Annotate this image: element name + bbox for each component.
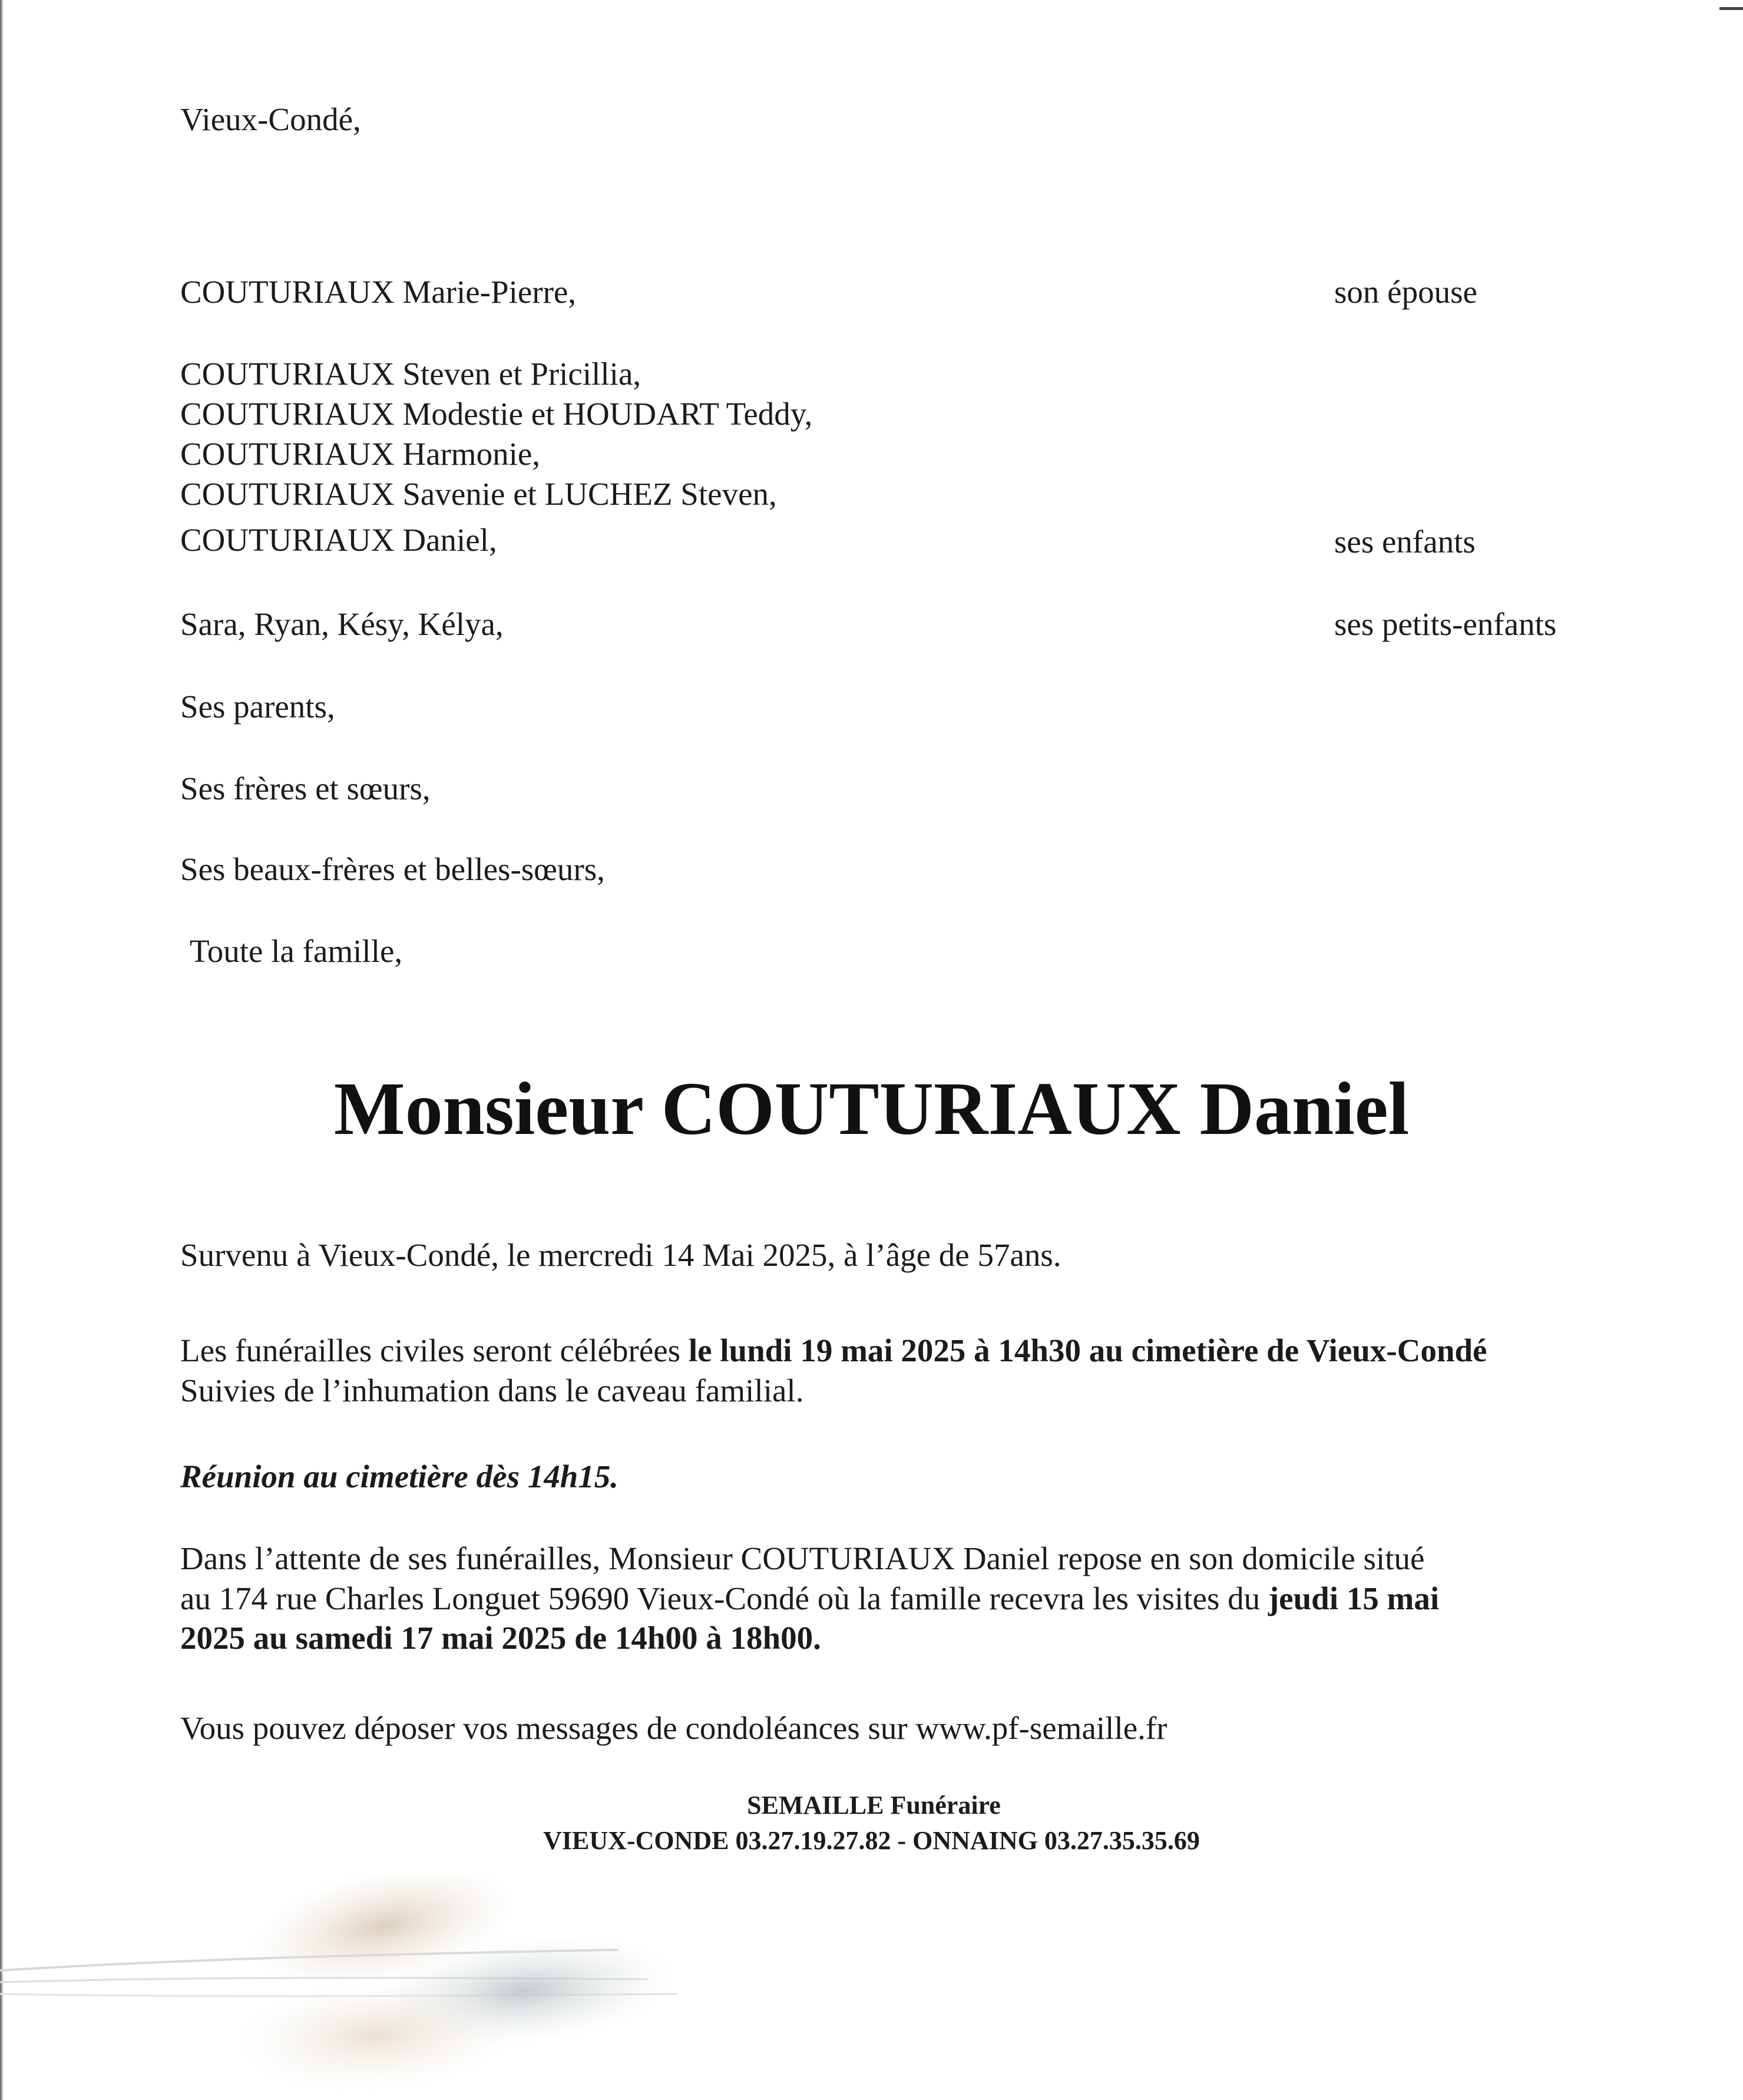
place-line: Vieux-Condé,	[180, 101, 361, 137]
grandchildren-role: ses petits-enfants	[1334, 606, 1557, 642]
child-line: COUTURIAUX Savenie et LUCHEZ Steven,	[180, 476, 777, 512]
meeting-line: Réunion au cimetière dès 14h15.	[180, 1459, 619, 1494]
child-line: COUTURIAUX Harmonie,	[180, 436, 541, 472]
visits-line-1: Dans l’attente de ses funérailles, Monsieur COUTURIAUX Daniel repose en son domicile situé	[180, 1540, 1425, 1576]
spouse-role: son épouse	[1334, 274, 1477, 310]
burial-line: Suivies de l’inhumation dans le caveau familial.	[180, 1373, 804, 1408]
child-line: COUTURIAUX Modestie et HOUDART Teddy,	[180, 396, 813, 432]
visits-address: au 174 rue Charles Longuet 59690 Vieux-Condé où la famille recevra les visites du	[180, 1580, 1268, 1616]
funeral-date-place: le lundi 19 mai 2025 à 14h30 au cimetière de Vieux-Condé	[688, 1332, 1487, 1368]
visits-period: 2025 au samedi 17 mai 2025 de 14h00 à 18h00.	[180, 1620, 821, 1656]
dried-grass-decoration	[0, 1873, 766, 2100]
visits-start: jeudi 15 mai	[1268, 1580, 1440, 1616]
children-role: ses enfants	[1334, 524, 1476, 560]
all-family-line: Toute la famille,	[190, 933, 403, 969]
child-line: COUTURIAUX Steven et Pricillia,	[180, 356, 641, 392]
funeral-home-name: SEMAILLE Funéraire	[747, 1791, 1001, 1820]
grandchildren-names: Sara, Ryan, Késy, Kélya,	[180, 606, 504, 642]
spouse-name: COUTURIAUX Marie-Pierre,	[180, 274, 577, 310]
parents-line: Ses parents,	[180, 689, 335, 725]
deceased-name-heading: Monsieur COUTURIAUX Daniel	[333, 1067, 1410, 1150]
death-notice: Survenu à Vieux-Condé, le mercredi 14 Mai 2025, à l’âge de 57ans.	[180, 1237, 1061, 1273]
child-line: COUTURIAUX Daniel,	[180, 522, 497, 558]
siblings-line: Ses frères et sœurs,	[180, 770, 431, 806]
funeral-intro: Les funérailles civiles seront célébrées	[180, 1332, 689, 1368]
funeral-home-contacts: VIEUX-CONDE 03.27.19.27.82 - ONNAING 03.27.35.35.69	[543, 1826, 1200, 1855]
visits-line-2	[180, 1582, 1439, 1615]
visits-line-3	[180, 1622, 821, 1654]
scan-corner-mark	[1719, 7, 1743, 10]
funeral-line	[180, 1334, 1487, 1367]
scan-left-edge	[0, 0, 4, 2100]
condolences-line: Vous pouvez déposer vos messages de condoléances sur www.pf-semaille.fr	[180, 1710, 1167, 1746]
in-laws-line: Ses beaux-frères et belles-sœurs,	[180, 851, 605, 887]
